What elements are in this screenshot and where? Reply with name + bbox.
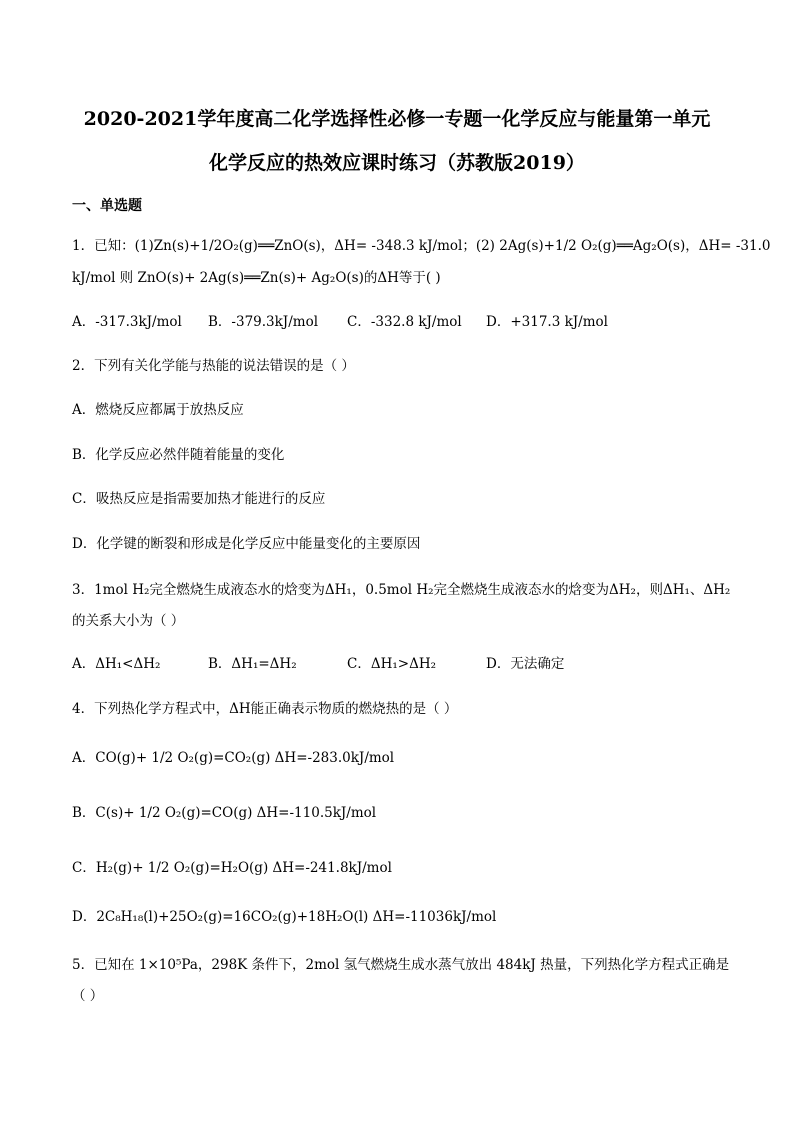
- q5-stem-line-2: （ ）: [72, 988, 104, 1004]
- q5-stem-line-1: 5．已知在 1×10⁵Pa，298K 条件下，2mol 氢气燃烧生成水蒸气放出 484kJ 热量，下列热化学方程式正确是: [72, 957, 730, 973]
- q1-option-d: D．+317.3 kJ/mol: [486, 314, 608, 330]
- q3-stem-line-1: 3．1mol H₂完全燃烧生成液态水的焓变为ΔH₁，0.5mol H₂完全燃烧生成液态水的焓变为ΔH₂，则ΔH₁、ΔH₂: [72, 582, 731, 598]
- document-title-line-1: 2020-2021学年度高二化学选择性必修一专题一化学反应与能量第一单元: [83, 108, 711, 130]
- q4-stem: 4．下列热化学方程式中，ΔH能正确表示物质的燃烧热的是（ ）: [72, 701, 458, 717]
- document-title-line-2: 化学反应的热效应课时练习（苏教版2019）: [209, 152, 585, 174]
- q3-option-b: B．ΔH₁=ΔH₂: [208, 656, 297, 672]
- q2-option-d: D．化学键的断裂和形成是化学反应中能量变化的主要原因: [72, 536, 421, 552]
- q3-option-c: C．ΔH₁>ΔH₂: [347, 656, 437, 672]
- q2-option-a: A．燃烧反应都属于放热反应: [72, 402, 244, 418]
- q4-option-a: A．CO(g)+ 1/2 O₂(g)=CO₂(g) ΔH=-283.0kJ/mol: [72, 750, 395, 766]
- q1-option-b: B．-379.3kJ/mol: [208, 314, 319, 330]
- section-heading: 一、单选题: [72, 198, 142, 214]
- q1-stem-line-1: 1．已知：(1)Zn(s)+1/2O₂(g)══ZnO(s)，ΔH= -348.3 kJ/mol；(2) 2Ag(s)+1/2 O₂(g)══Ag₂O(s)，ΔH= -31.0: [72, 238, 771, 254]
- q1-stem-line-2: kJ/mol 则 ZnO(s)+ 2Ag(s)══Zn(s)+ Ag₂O(s)的ΔH等于( ): [72, 270, 441, 286]
- q4-option-d: D．2C₈H₁₈(l)+25O₂(g)=16CO₂(g)+18H₂O(l) ΔH=-11036kJ/mol: [72, 909, 497, 925]
- q4-option-c: C．H₂(g)+ 1/2 O₂(g)=H₂O(g) ΔH=-241.8kJ/mol: [72, 860, 392, 876]
- q3-option-a: A．ΔH₁<ΔH₂: [72, 656, 161, 672]
- q3-stem-line-2: 的关系大小为（ ）: [72, 613, 185, 629]
- q4-option-b: B．C(s)+ 1/2 O₂(g)=CO(g) ΔH=-110.5kJ/mol: [72, 805, 377, 821]
- q2-stem: 2．下列有关化学能与热能的说法错误的是（ ）: [72, 358, 355, 374]
- q2-option-c: C．吸热反应是指需要加热才能进行的反应: [72, 491, 326, 507]
- q1-option-a: A．-317.3kJ/mol: [72, 314, 182, 330]
- q1-option-c: C．-332.8 kJ/mol: [347, 314, 462, 330]
- q3-option-d: D．无法确定: [486, 656, 565, 672]
- q2-option-b: B．化学反应必然伴随着能量的变化: [72, 447, 285, 463]
